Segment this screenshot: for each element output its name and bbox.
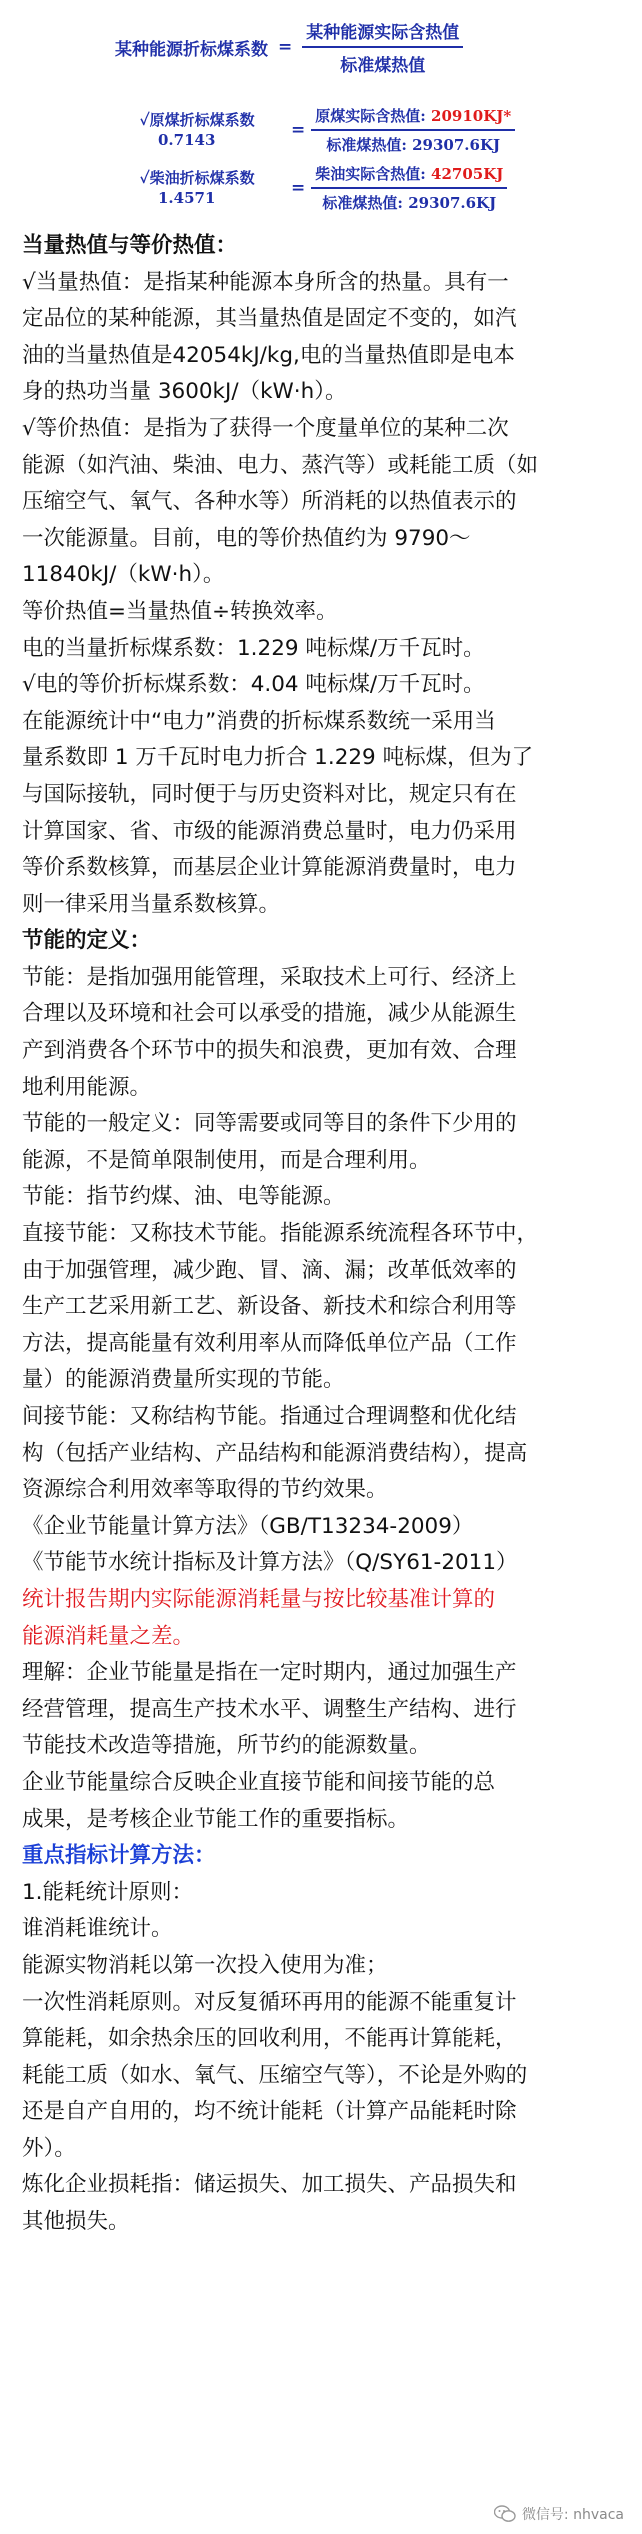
- denominator-label: 标准煤热值:: [322, 194, 403, 212]
- text-line: 11840kJ/（kW·h）。: [22, 562, 225, 588]
- main-formula: [115, 18, 463, 76]
- text-line: 还是自产自用的，均不统计能耗（计算产品能耗时除: [22, 2099, 517, 2125]
- crude-coal-value: 0.7143: [158, 131, 216, 149]
- highlight-line: 能源消耗量之差。: [22, 1623, 195, 1649]
- text-line: 炼化企业损耗指：储运损失、加工损失、产品损失和: [22, 2172, 517, 2198]
- denominator-value: 29307.6KJ: [408, 194, 497, 212]
- text-line: 由于加强管理，减少跑、冒、滴、漏；改革低效率的: [22, 1257, 517, 1283]
- text-line: 定品位的某种能源，其当量热值是固定不变的，如汽: [22, 306, 517, 332]
- text-line: 一次性消耗原则。对反复循环再用的能源不能重复计: [22, 1989, 517, 2015]
- text-line: 节能的一般定义：同等需要或同等目的条件下少用的: [22, 1111, 517, 1137]
- formula-fraction: [302, 18, 463, 76]
- text-line: 一次能源量。目前，电的等价热值约为 9790～: [22, 525, 471, 551]
- text-line: √等价热值：是指为了获得一个度量单位的某种二次: [22, 415, 509, 441]
- text-line: 直接节能：又称技术节能。指能源系统流程各环节中，: [22, 1221, 539, 1247]
- text-line: 在能源统计中“电力”消费的折标煤系数统一采用当: [22, 708, 496, 734]
- formula-equals: =: [278, 37, 293, 57]
- text-line: 等价热值=当量热值÷转换效率。: [22, 598, 338, 624]
- text-line: 《企业节能量计算方法》（GB/T13234-2009）: [22, 1513, 474, 1539]
- crude-coal-fraction: [311, 105, 515, 155]
- diesel-fraction: [311, 163, 507, 213]
- wechat-icon: [494, 2505, 516, 2523]
- diesel-formula: [140, 163, 507, 213]
- text-line: 成果，是考核企业节能工作的重要指标。: [22, 1806, 410, 1832]
- text-line: 生产工艺采用新工艺、新设备、新技术和综合利用等: [22, 1294, 517, 1320]
- text-line: 企业节能量综合反映企业直接节能和间接节能的总: [22, 1769, 496, 1795]
- section-heading: 节能的定义：: [22, 928, 152, 954]
- watermark: [494, 2504, 624, 2524]
- text-line: 《节能节水统计指标及计算方法》（Q/SY61-2011）: [22, 1550, 518, 1576]
- text-line: 节能：指节约煤、油、电等能源。: [22, 1184, 345, 1210]
- text-line: 资源综合利用效率等取得的节约效果。: [22, 1477, 388, 1503]
- article-body: [22, 228, 628, 2241]
- text-line: 油的当量热值是42054kJ/kg,电的当量热值即是电本: [22, 342, 515, 368]
- text-line: 则一律采用当量系数核算。: [22, 891, 281, 917]
- text-line: 与国际接轨，同时便于与历史资料对比，规定只有在: [22, 781, 517, 807]
- fraction-denominator: 标准煤热值: [340, 56, 426, 76]
- text-line: 节能：是指加强用能管理，采取技术上可行、经济上: [22, 964, 517, 990]
- text-line: 1.能耗统计原则：: [22, 1879, 194, 1905]
- crude-coal-formula: [140, 105, 515, 155]
- text-line: 节能技术改造等措施，所节约的能源数量。: [22, 1733, 431, 1759]
- text-line: 谁消耗谁统计。: [22, 1916, 173, 1942]
- formula-block: [0, 0, 642, 225]
- text-line: 耗能工质（如水、氧气、压缩空气等），不论是外购的: [22, 2062, 528, 2088]
- text-line: 算能耗，如余热余压的回收利用，不能再计算能耗，: [22, 2026, 517, 2052]
- crude-coal-label-block: [140, 110, 285, 150]
- text-line: 量系数即 1 万千瓦时电力折合 1.229 吨标煤，但为了: [22, 745, 534, 771]
- text-line: 计算国家、省、市级的能源消费总量时，电力仍采用: [22, 818, 517, 844]
- numerator-label: 柴油实际含热值:: [315, 165, 426, 183]
- text-line: 压缩空气、氧气、各种水等）所消耗的以热值表示的: [22, 489, 517, 515]
- fraction-denominator: [318, 189, 500, 213]
- fraction-numerator: [311, 105, 515, 131]
- text-line: 间接节能：又称结构节能。指通过合理调整和优化结: [22, 1404, 517, 1429]
- denominator-value: 29307.6KJ: [412, 136, 501, 154]
- text-line: 其他损失。: [22, 2209, 130, 2235]
- text-line: 理解：企业节能量是指在一定时期内，通过加强生产: [22, 1660, 517, 1686]
- text-line: 电的当量折标煤系数：1.229 吨标煤/万千瓦时。: [22, 635, 485, 661]
- text-line: 等价系数核算，而基层企业计算能源消费量时，电力: [22, 855, 517, 881]
- text-line: 产到消费各个环节中的损失和浪费，更加有效、合理: [22, 1038, 517, 1064]
- text-line: 身的热功当量 3600kJ/（kW·h）。: [22, 379, 347, 405]
- text-line: 能源（如汽油、柴油、电力、蒸汽等）或耗能工质（如: [22, 452, 539, 478]
- section-heading: 重点指标计算方法：: [22, 1843, 216, 1869]
- text-line: 量）的能源消费量所实现的节能。: [22, 1367, 345, 1393]
- text-line: 方法，提高能量有效利用率从而降低单位产品（工作: [22, 1330, 517, 1356]
- text-line: √电的等价折标煤系数：4.04 吨标煤/万千瓦时。: [22, 672, 485, 698]
- highlight-line: 统计报告期内实际能源消耗量与按比较基准计算的: [22, 1586, 496, 1612]
- crude-coal-label: ✓原煤折标煤系数: [140, 111, 255, 129]
- text-line: 外）。: [22, 2135, 76, 2161]
- text-line: √当量热值：是指某种能源本身所含的热量。具有一: [22, 269, 509, 295]
- fraction-denominator: [322, 131, 504, 155]
- diesel-value: 1.4571: [158, 189, 216, 207]
- formula-lhs: 某种能源折标煤系数: [115, 39, 268, 60]
- text-line: 能源，不是简单限制使用，而是合理利用。: [22, 1147, 431, 1173]
- diesel-label-block: [140, 168, 285, 208]
- denominator-label: 标准煤热值:: [326, 136, 407, 154]
- section-heading: 当量热值与等价热值：: [22, 233, 238, 258]
- text-line: 合理以及环境和社会可以承受的措施，减少从能源生: [22, 1001, 517, 1027]
- formula-equals: =: [291, 178, 306, 198]
- numerator-value: 20910KJ*: [431, 107, 512, 125]
- watermark-text: 微信号: nhvaca: [521, 2507, 624, 2523]
- text-line: 构（包括产业结构、产品结构和能源消费结构），提高: [22, 1440, 528, 1466]
- fraction-numerator: [311, 163, 507, 189]
- formula-equals: =: [291, 120, 306, 140]
- text-line: 经营管理，提高生产技术水平、调整生产结构、进行: [22, 1696, 517, 1722]
- numerator-label: 原煤实际含热值:: [315, 107, 426, 125]
- diesel-label: ✓柴油折标煤系数: [140, 169, 255, 187]
- fraction-numerator: 某种能源实际含热值: [302, 18, 463, 48]
- text-line: 地利用能源。: [22, 1074, 152, 1100]
- text-line: 能源实物消耗以第一次投入使用为准；: [22, 1952, 388, 1978]
- numerator-value: 42705KJ: [431, 165, 504, 183]
